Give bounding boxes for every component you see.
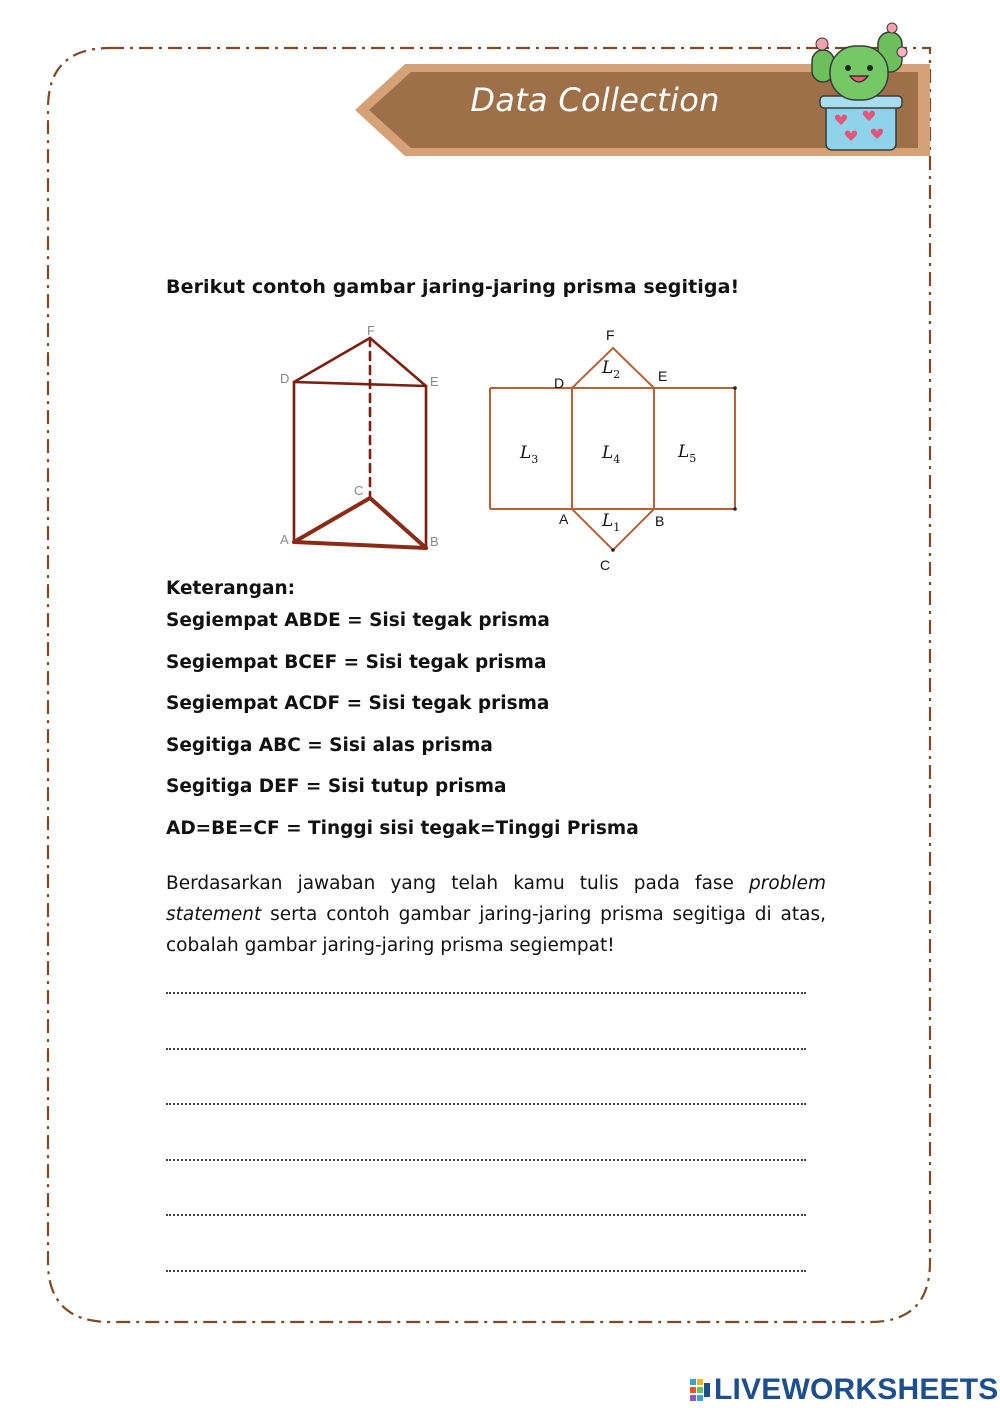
prism-label-e: E bbox=[430, 374, 439, 389]
net-face-l1: 1 bbox=[613, 521, 621, 534]
question-text-1: Berdasarkan jawaban yang telah kamu tulis pada fase bbox=[166, 873, 750, 894]
prism-net-diagram bbox=[480, 320, 750, 580]
liveworksheets-logo-icon bbox=[690, 1377, 712, 1403]
svg-text:L4 bbox=[601, 443, 620, 466]
question-paragraph bbox=[166, 868, 826, 961]
cactus-icon bbox=[800, 16, 920, 156]
page-title: Data Collection bbox=[470, 81, 720, 119]
prism-label-d: D bbox=[280, 371, 290, 386]
answer-line[interactable] bbox=[166, 1092, 806, 1148]
net-label-d: D bbox=[554, 375, 565, 391]
note-item: Segiempat ABDE = Sisi tegak prisma bbox=[166, 610, 550, 631]
answer-line[interactable] bbox=[166, 1148, 806, 1204]
prism-diagram bbox=[270, 320, 460, 560]
net-face-l4-symbol: L bbox=[602, 443, 614, 463]
answer-line[interactable] bbox=[166, 981, 806, 1037]
net-face-l5-symbol: L bbox=[678, 442, 690, 462]
answer-line[interactable] bbox=[166, 1259, 806, 1315]
net-face-l3: 3 bbox=[531, 453, 539, 466]
net-face-l3-symbol: L bbox=[520, 443, 532, 463]
prism-label-a: A bbox=[280, 532, 289, 547]
svg-text:L5 bbox=[677, 442, 696, 465]
svg-text:L2 bbox=[601, 358, 620, 381]
brand-name: LIVEWORKSHEETS bbox=[714, 1373, 999, 1406]
prism-label-c: C bbox=[354, 483, 364, 498]
notes-heading: Keterangan: bbox=[166, 578, 296, 599]
net-face-l5: 5 bbox=[689, 452, 697, 465]
answer-line[interactable] bbox=[166, 1203, 806, 1259]
net-label-e: E bbox=[658, 368, 668, 384]
prism-label-b: B bbox=[430, 534, 439, 549]
question-text-2: serta contoh gambar jaring-jaring prisma segitiga di atas, cobalah gambar jaring-jaring prisma segiempat! bbox=[166, 904, 826, 956]
notes-list bbox=[166, 606, 639, 856]
net-label-a: A bbox=[559, 511, 569, 527]
net-face-l2: 2 bbox=[613, 368, 621, 381]
answer-line[interactable] bbox=[166, 1037, 806, 1093]
note-item: Segiempat ACDF = Sisi tegak prisma bbox=[166, 693, 550, 715]
net-face-l2-symbol: L bbox=[602, 358, 614, 378]
answer-area bbox=[166, 981, 806, 1314]
net-face-l4: 4 bbox=[613, 453, 621, 466]
note-item: Segitiga ABC = Sisi alas prisma bbox=[166, 734, 493, 756]
note-item: AD=BE=CF = Tinggi sisi tegak=Tinggi Prisma bbox=[166, 817, 639, 839]
brand-logo bbox=[690, 1372, 999, 1408]
svg-text:L1 bbox=[601, 511, 620, 534]
net-face-l1-symbol: L bbox=[602, 511, 614, 531]
prism-label-f: F bbox=[367, 323, 375, 338]
question-italic-term: problem statement bbox=[166, 873, 826, 925]
intro-text: Berikut contoh gambar jaring-jaring prisma segitiga! bbox=[166, 276, 740, 298]
svg-text:L3 bbox=[519, 443, 538, 466]
note-item: Segitiga DEF = Sisi tutup prisma bbox=[166, 776, 507, 798]
net-label-b: B bbox=[655, 513, 665, 529]
note-item: Segiempat BCEF = Sisi tegak prisma bbox=[166, 651, 547, 673]
net-label-c: C bbox=[600, 557, 611, 573]
net-label-f: F bbox=[606, 327, 615, 343]
